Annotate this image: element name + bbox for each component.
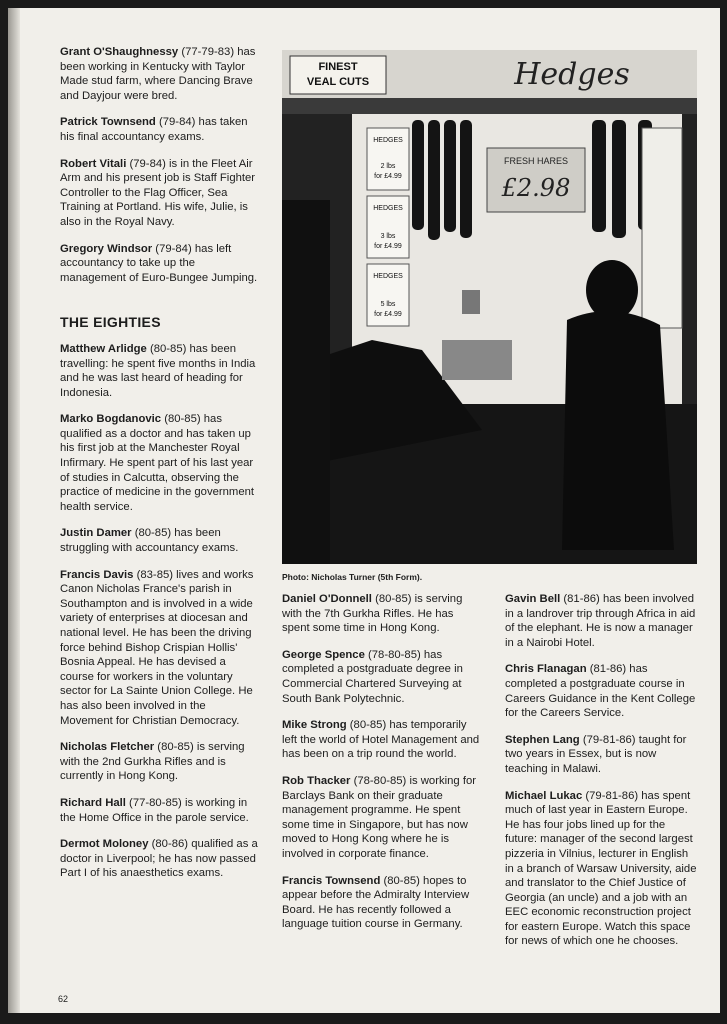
alumni-years: (78-80-85) xyxy=(350,774,407,787)
alumni-text: qualified as a doctor in Liverpool; he has now passed Part I of his anaesthetics exams. xyxy=(60,838,258,880)
alumni-name: Justin Damer xyxy=(60,527,132,540)
alumni-years: (79-84) xyxy=(152,242,192,255)
svg-text:£2.98: £2.98 xyxy=(501,174,571,202)
alumni-entry xyxy=(505,592,700,650)
sign-finest-line2: VEAL CUTS xyxy=(306,76,370,88)
alumni-name: Grant O'Shaughnessy xyxy=(60,46,179,58)
alumni-years: (79-81-86) xyxy=(582,789,639,802)
alumni-years: (79-84) xyxy=(155,116,196,129)
svg-text:HEDGES: HEDGES xyxy=(373,273,403,280)
binding-gutter xyxy=(8,8,20,1013)
svg-text:5 lbs: 5 lbs xyxy=(380,301,396,308)
entries-after xyxy=(60,342,260,881)
column-1 xyxy=(60,45,260,893)
alumni-text: has spent much of last year in Eastern Europe. He has four jobs lined up for the future: manager of the second largest pizzeria in Vilnius, lecturer in English in a branch of Warsaw University, aide and translator to the Chief Justice of Georgia (an uncle) and a job with an EEC economic reconstruction project for eastern Europe. Watch this space for news of which one he chooses. xyxy=(505,789,697,948)
section-heading: THE EIGHTIES xyxy=(60,314,161,331)
alumni-entry xyxy=(282,874,482,932)
svg-text:3 lbs: 3 lbs xyxy=(380,233,396,240)
alumni-name: Gregory Windsor xyxy=(60,242,153,255)
alumni-name: Patrick Townsend xyxy=(60,116,156,129)
svg-text:HEDGES: HEDGES xyxy=(373,205,403,212)
alumni-name: Daniel O'Donnell xyxy=(282,593,372,605)
alumni-years: (80-85) xyxy=(154,741,194,754)
alumni-text: is serving with the 2nd Gurkha Rifles and is currently in Hong Kong. xyxy=(60,741,245,783)
alumni-name: George Spence xyxy=(282,648,365,661)
alumni-years: (80-85) xyxy=(371,593,412,605)
column-3 xyxy=(505,592,700,961)
svg-text:for £4.99: for £4.99 xyxy=(374,243,402,250)
alumni-name: Mike Strong xyxy=(282,719,347,732)
alumni-name: Dermot Moloney xyxy=(60,838,149,851)
svg-text:FRESH HARES: FRESH HARES xyxy=(503,156,569,166)
alumni-text: is in the Fleet Air Arm and his present job is Staff Fighter Controller to the Flag Officer, Sea Training at Portland. His wife, Julie, is also in the Royal Navy. xyxy=(60,157,256,228)
alumni-entry xyxy=(60,45,260,103)
alumni-text: is serving with the 7th Gurkha Rifles. He has spent some time in Hong Kong. xyxy=(282,593,463,635)
alumni-name: Matthew Arlidge xyxy=(60,342,147,355)
alumni-name: Nicholas Fletcher xyxy=(60,741,155,754)
svg-text:for £4.99: for £4.99 xyxy=(374,173,402,180)
alumni-entry xyxy=(282,718,482,762)
alumni-years: (80-86) xyxy=(148,838,189,851)
alumni-name: Robert Vitali xyxy=(60,157,127,170)
page-number: 62 xyxy=(58,994,69,1004)
alumni-text: lives and works Canon Nicholas France's parish in Southampton and is involved in a wide variety of enterprises at diocesan and national level. He has been the driving force behind Bishop Crispian Hollis' Bosnia Appeal. He has devised a course for workers in the voluntary sector for La Sainte Union College. He has also been involved in the Movement for Christian Democracy. xyxy=(60,568,254,727)
alumni-entry xyxy=(505,789,700,950)
alumni-years: (83-85) xyxy=(133,568,174,581)
alumni-entry xyxy=(60,342,260,400)
alumni-text: has been working in Kentucky with Taylor Made stud farm, where Dancing Brave and Dayjour were bred. xyxy=(60,46,256,102)
alumni-text: hopes to appear before the Admiralty Interview Board. He has recently followed a language tuition course in Germany. xyxy=(282,874,470,931)
photo-caption: Photo: Nicholas Turner (5th Form). xyxy=(282,572,423,582)
alumni-text: taught for two years in Essex, but is now teaching in Malawi. xyxy=(505,733,687,775)
alumni-entry xyxy=(282,592,482,636)
sign-finest-line1: FINEST xyxy=(318,61,358,73)
alumni-entry xyxy=(60,242,260,286)
alumni-entry xyxy=(282,648,482,706)
alumni-years: (77-79-83) xyxy=(178,46,235,58)
svg-text:HEDGES: HEDGES xyxy=(373,137,403,144)
alumni-years: (77-80-85) xyxy=(125,796,182,809)
alumni-years: (80-85) xyxy=(346,719,387,732)
alumni-name: Richard Hall xyxy=(60,796,126,809)
alumni-years: (80-85) xyxy=(146,342,187,355)
alumni-years: (80-85) xyxy=(161,413,201,426)
column-2 xyxy=(282,592,482,944)
alumni-entry xyxy=(60,157,260,230)
alumni-years: (81-86) xyxy=(560,593,600,605)
alumni-text: has qualified as a doctor and has taken up his first job at the Manchester Royal Infirmary. He spent part of his last year of studies in Calcutta, observing the practice of medicine in the government health service. xyxy=(60,413,255,513)
alumni-name: Gavin Bell xyxy=(505,593,561,605)
alumni-name: Francis Davis xyxy=(60,568,134,581)
sign-brand: Hedges xyxy=(514,57,630,92)
alumni-text: has temporarily left the world of Hotel Management and has been on a trip round the world. xyxy=(282,719,480,761)
alumni-text: has left accountancy to take up the management of Euro-Bungee Jumping. xyxy=(60,242,258,284)
alumni-name: Chris Flanagan xyxy=(505,663,587,676)
alumni-entry xyxy=(60,837,260,881)
alumni-years: (80-85) xyxy=(380,874,420,887)
photo-butcher-shop xyxy=(282,50,697,564)
alumni-years: (78-80-85) xyxy=(364,648,421,661)
svg-text:for £4.99: for £4.99 xyxy=(374,311,402,318)
alumni-entry xyxy=(60,115,260,144)
alumni-years: (80-85) xyxy=(131,527,172,540)
alumni-name: Francis Townsend xyxy=(282,874,381,887)
alumni-years: (79-81-86) xyxy=(579,733,636,746)
alumni-text: has completed a postgraduate degree in Commercial Chartered Surveying at South Bank Polytechnic. xyxy=(282,648,463,705)
alumni-name: Marko Bogdanovic xyxy=(60,413,162,426)
alumni-years: (81-86) xyxy=(586,663,627,676)
alumni-name: Stephen Lang xyxy=(505,733,580,746)
alumni-years: (79-84) xyxy=(126,157,166,170)
alumni-text: has been struggling with accountancy exams. xyxy=(60,527,239,555)
alumni-entry xyxy=(60,796,260,825)
alumni-name: Rob Thacker xyxy=(282,774,351,787)
alumni-entry xyxy=(60,526,260,555)
alumni-entry xyxy=(282,774,482,862)
alumni-entry xyxy=(505,662,700,720)
alumni-entry xyxy=(60,740,260,784)
photo-illustration xyxy=(282,50,697,564)
alumni-text: has been involved in a landrover trip through Africa in aid of the elephant. He is now a manager in a Nairobi Hotel. xyxy=(505,593,696,649)
alumni-text: has been travelling: he spent five months in India and he was last heard of heading for Indonesia. xyxy=(60,342,256,399)
entries-before xyxy=(60,45,260,285)
alumni-name: Michael Lukac xyxy=(505,789,583,802)
alumni-entry xyxy=(505,733,700,777)
alumni-text: is working in the Home Office in the parole service. xyxy=(60,796,249,824)
alumni-entry xyxy=(60,412,260,514)
alumni-text: has taken his final accountancy exams. xyxy=(60,116,248,143)
alumni-entry xyxy=(60,568,260,729)
alumni-text: has completed a postgraduate course in Careers Guidance in the Kent College for the Careers Service. xyxy=(505,663,696,720)
alumni-text: is working for Barclays Bank on their graduate management programme. He spent some time in Singapore, but has now moved to Hong Kong where he is involved in corporate finance. xyxy=(282,774,477,860)
svg-text:2 lbs: 2 lbs xyxy=(380,163,396,170)
